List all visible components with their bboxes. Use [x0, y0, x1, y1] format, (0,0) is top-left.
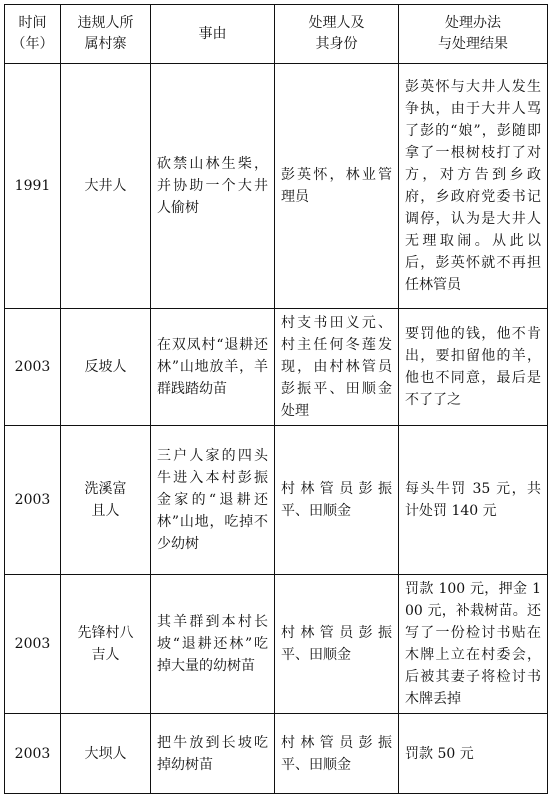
result-cell: 罚款 50 元 — [399, 714, 548, 794]
table-row — [5, 309, 548, 426]
reason-cell: 三户人家的四头牛进入本村彭振金家的“退耕还林”山地，吃掉不少幼树 — [151, 426, 275, 575]
header-handler: 处理人及 其身份 — [275, 5, 399, 64]
reason-cell: 在双凤村“退耕还林”山地放羊，羊群践踏幼苗 — [151, 309, 275, 426]
handler-cell: 村林管员彭振平、田顺金 — [275, 426, 399, 575]
header-row — [5, 5, 548, 64]
result-cell: 每头牛罚 35 元，共计处罚 140 元 — [399, 426, 548, 575]
result-cell: 罚款 100 元，押金 100 元，补栽树苗。还写了一份检讨书贴在木牌上立在村委会，后被其妻子将检讨书木牌丢掉 — [399, 575, 548, 714]
reason-cell: 把牛放到长坡吃掉幼树苗 — [151, 714, 275, 794]
table-row — [5, 714, 548, 794]
reason-cell: 其羊群到本村长坡“退耕还林”吃掉大量的幼树苗 — [151, 575, 275, 714]
year-cell: 2003 — [5, 714, 61, 794]
reason-cell: 砍禁山林生柴，并协助一个大井人偷树 — [151, 64, 275, 309]
handler-cell: 村支书田义元、村主任何冬莲发现，由村林管员彭振平、田顺金处理 — [275, 309, 399, 426]
header-time: 时间 （年） — [5, 5, 61, 64]
handler-cell: 村林管员彭振平、田顺金 — [275, 575, 399, 714]
table-row — [5, 426, 548, 575]
village-cell: 大井人 — [61, 64, 151, 309]
header-village: 违规人所 属村寨 — [61, 5, 151, 64]
violations-table — [4, 4, 548, 794]
village-cell: 洗溪富 且人 — [61, 426, 151, 575]
year-cell: 2003 — [5, 575, 61, 714]
header-result: 处理办法 与处理结果 — [399, 5, 548, 64]
village-cell: 反坡人 — [61, 309, 151, 426]
village-cell: 大坝人 — [61, 714, 151, 794]
year-cell: 2003 — [5, 426, 61, 575]
year-cell: 2003 — [5, 309, 61, 426]
village-cell: 先锋村八 吉人 — [61, 575, 151, 714]
table-row — [5, 575, 548, 714]
handler-cell: 村林管员彭振平、田顺金 — [275, 714, 399, 794]
header-reason: 事由 — [151, 5, 275, 64]
handler-cell: 彭英怀，林业管理员 — [275, 64, 399, 309]
result-cell: 彭英怀与大井人发生争执，由于大井人骂了彭的“娘”，彭随即拿了一根树枝打了对方，对方告到乡政府，乡政府党委书记调停，认为是大井人无理取闹。从此以后，彭英怀就不再担任林管员 — [399, 64, 548, 309]
table-row — [5, 64, 548, 309]
year-cell: 1991 — [5, 64, 61, 309]
result-cell: 要罚他的钱，他不肯出，要扣留他的羊，他也不同意，最后是不了了之 — [399, 309, 548, 426]
